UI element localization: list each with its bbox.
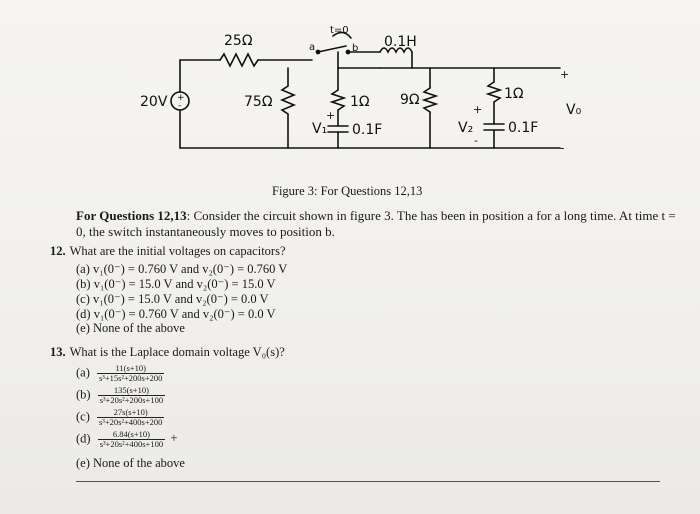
switch-b-label: b — [352, 43, 359, 54]
question-12-number: 12. — [50, 244, 66, 258]
v2-minus: - — [474, 134, 478, 147]
q13-option-d-num: 6.84(s+10) — [98, 430, 165, 440]
circuit-diagram — [0, 0, 700, 180]
resistor-1a-symbol — [332, 90, 344, 110]
q13-option-d — [76, 430, 178, 449]
figure-caption: Figure 3: For Questions 12,13 — [272, 184, 423, 198]
c2-label: 0.1F — [508, 120, 539, 136]
question-12-text: What are the initial voltages on capacitors? — [69, 244, 286, 258]
q12-option-b: (b) v₁(0⁻) = 15.0 V and v₂(0⁻) = 15.0 V — [76, 277, 276, 291]
r75-label: 75Ω — [244, 94, 273, 110]
intro-bold: For Questions 12,13 — [76, 208, 187, 223]
q13-option-b-num: 135(s+10) — [98, 386, 165, 396]
source-plus: + — [177, 93, 185, 103]
q13-option-c-label: (c) — [76, 409, 90, 424]
inductor-label: 0.1H — [384, 34, 417, 50]
v2-plus: + — [473, 103, 483, 116]
q13-option-d-label: (d) — [76, 431, 91, 446]
question-13-number: 13. — [50, 345, 66, 359]
q13-option-c — [76, 408, 164, 427]
intro-text: : Consider the circuit shown in figure 3. The has been in position a for a long time. At time t = 0, the switch instantaneously moves to position b. — [76, 208, 676, 239]
r25-label: 25Ω — [224, 33, 253, 49]
r1b-label: 1Ω — [504, 86, 524, 102]
vo-minus: - — [560, 141, 565, 155]
intro-paragraph — [76, 208, 676, 240]
source-minus: - — [178, 101, 182, 111]
switch-a-label: a — [309, 42, 316, 53]
r1a-label: 1Ω — [350, 94, 370, 110]
q12-option-d: (d) v₁(0⁻) = 0.760 V and v₂(0⁻) = 0.0 V — [76, 307, 276, 321]
resistor-9-symbol — [424, 88, 436, 112]
c1-label: 0.1F — [352, 122, 383, 138]
q13-option-a-label: (a) — [76, 365, 90, 380]
q13-option-a-den: s³+15s²+200s+200 — [99, 373, 163, 383]
q13-option-c-num: 27s(s+10) — [97, 408, 164, 418]
v1-label: V₁ — [312, 121, 328, 137]
q13-option-b-den: s³+20s²+200s+100 — [99, 395, 164, 405]
q13-option-b-label: (b) — [76, 387, 91, 402]
v1-plus: + — [326, 109, 336, 122]
q13-option-e: (e) None of the above — [76, 456, 185, 470]
q13-option-a-num: 11(s+10) — [97, 364, 164, 374]
q12-option-a: (a) v₁(0⁻) = 0.760 V and v₂(0⁻) = 0.760 V — [76, 262, 288, 276]
q13-option-b-fraction — [98, 386, 165, 405]
question-13-text: What is the Laplace domain voltage V₀(s)? — [69, 345, 285, 359]
source-label: 20V — [140, 94, 168, 110]
q13-option-a-fraction — [97, 364, 164, 383]
vo-plus: + — [560, 68, 570, 81]
v2-label: V₂ — [458, 120, 474, 136]
bottom-rule — [76, 481, 660, 482]
question-13 — [50, 345, 285, 360]
q13-option-c-den: s³+20s²+400s+200 — [99, 417, 163, 427]
q12-option-c: (c) v₁(0⁻) = 15.0 V and v₂(0⁻) = 0.0 V — [76, 292, 269, 306]
q13-option-b — [76, 386, 165, 405]
resistor-1b-symbol — [488, 82, 500, 102]
q13-option-c-fraction — [97, 408, 164, 427]
cursor-mark: + — [170, 430, 178, 446]
resistor-75-symbol — [282, 86, 294, 114]
q13-option-a — [76, 364, 164, 383]
q13-option-d-fraction — [98, 430, 165, 449]
vo-label: V₀ — [566, 102, 582, 118]
resistor-25-symbol — [220, 54, 258, 66]
q13-option-d-den: s³+20s²+400s+100 — [99, 439, 164, 449]
r9-label: 9Ω — [400, 92, 420, 108]
q12-option-e: (e) None of the above — [76, 321, 185, 335]
switch-time-label: t=0 — [330, 25, 349, 36]
question-12 — [50, 244, 286, 259]
